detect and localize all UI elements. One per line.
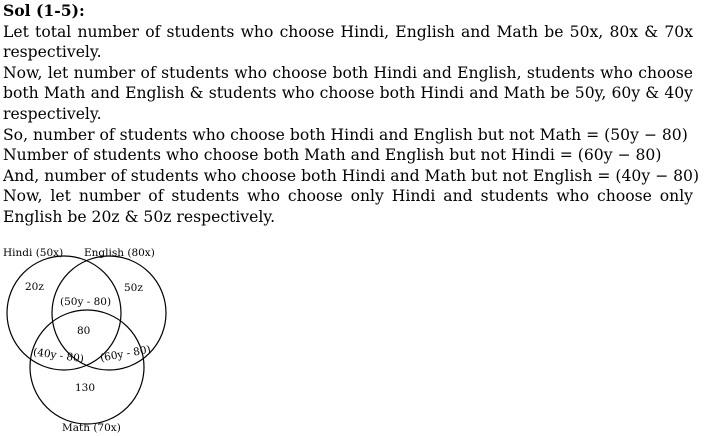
only-english-value: 50z [124,282,143,294]
paragraph-totals: Let total number of students who choose Hindi, English and Math be 50x, 80x & 70x respectively. [3,22,693,62]
math-english-value: (60y - 80) [99,343,152,365]
venn-diagram [0,240,180,436]
line-math-english-not-hindi: Number of students who choose both Math and English but not Hindi = (60y − 80) [3,146,662,165]
paragraph-pairs: Now, let number of students who choose both Hindi and English, students who choose both Math and English & students who choose both Hindi and Math be 50y, 60y & 40y respectively. [3,63,693,123]
paragraph-only: Now, let number of students who choose only Hindi and students who choose only English be 20z & 50z respectively. [3,187,693,226]
solution-text [3,1,700,228]
only-math-value: 130 [75,382,96,394]
only-hindi-value: 20z [25,281,44,293]
math-label: Math (70x) [62,422,121,434]
hindi-math-value: (40y - 80) [32,346,85,366]
line-hindi-math-not-english: And, number of students who choose both Hindi and Math but not English = (40y − 80) [3,166,700,185]
line-hindi-english-not-math: So, number of students who choose both Hindi and English but not Math = (50y − 80) [3,125,688,144]
hindi-english-value: (50y - 80) [60,296,112,308]
center-value: 80 [77,325,91,337]
solution-title: Sol (1-5): [3,1,85,20]
hindi-label: Hindi (50x) [3,247,64,259]
english-label: English (80x) [84,247,155,259]
